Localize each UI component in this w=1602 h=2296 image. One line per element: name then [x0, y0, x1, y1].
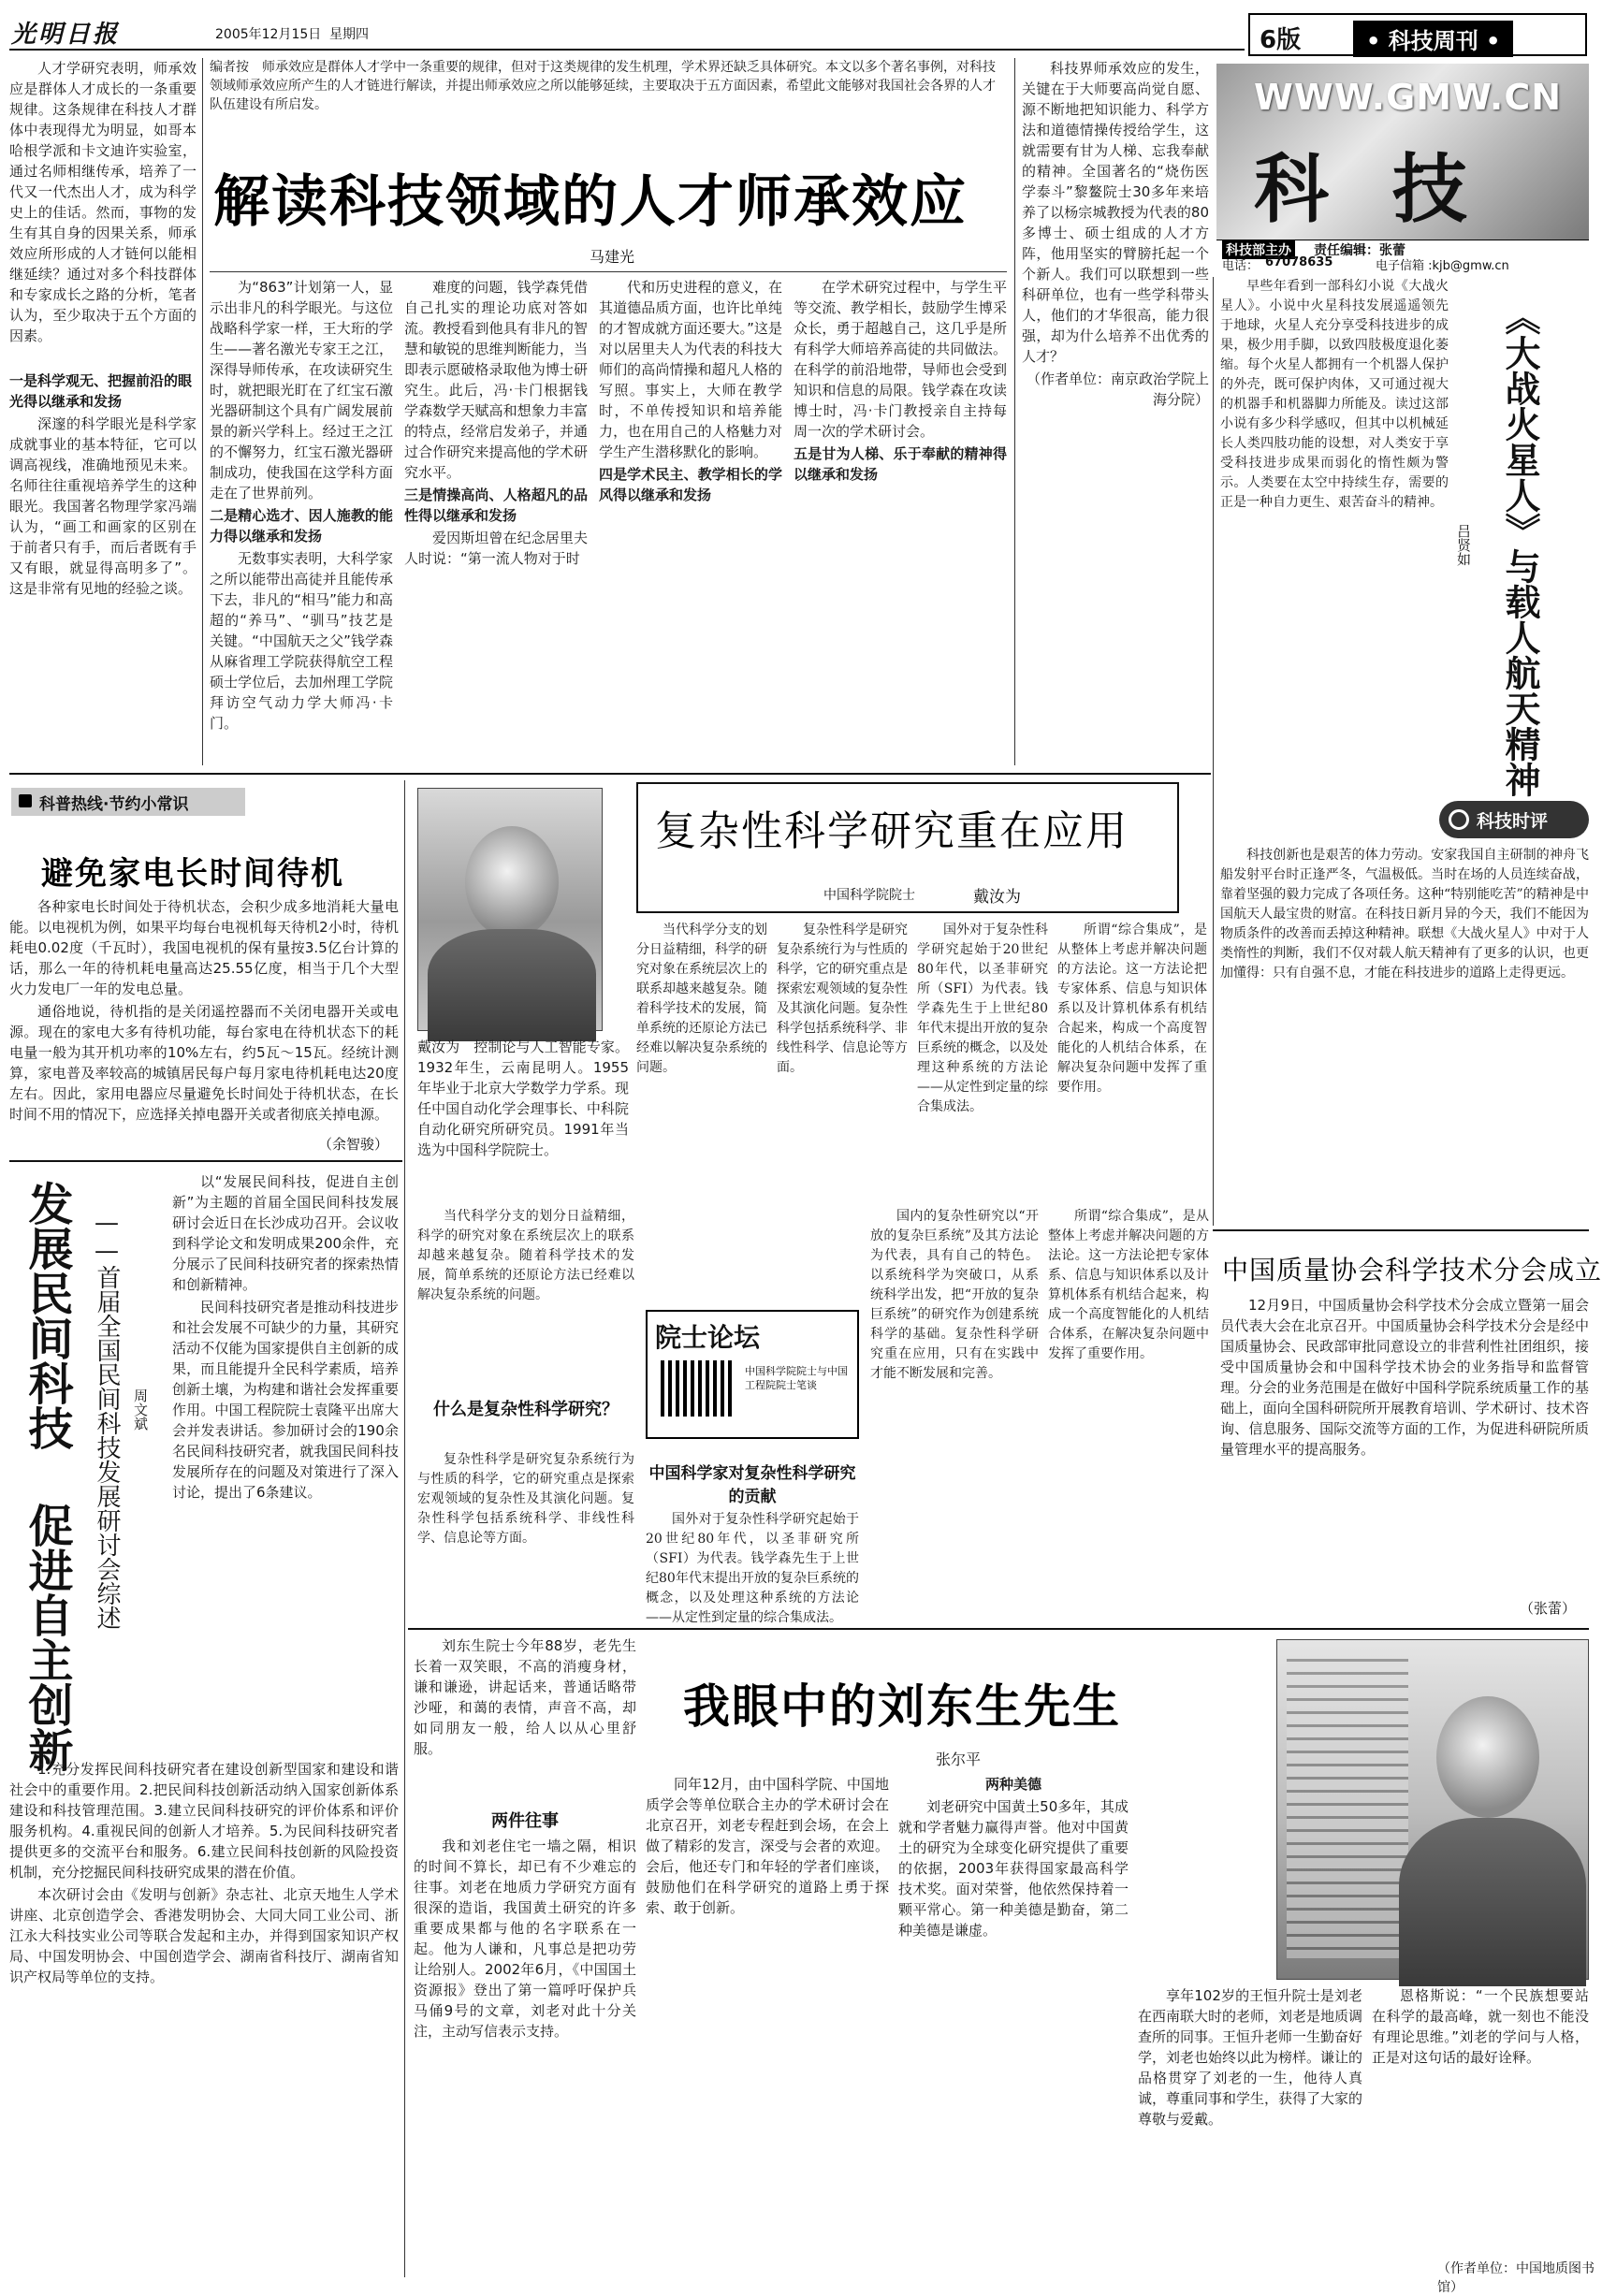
section-title: 科 技 [1254, 146, 1486, 233]
memoir-intro [414, 1635, 636, 1802]
complex-subhead-1: 什么是复杂性科学研究？ [433, 1400, 619, 1419]
memoir-col-e [1372, 1985, 1589, 2253]
complex-col-f [646, 1510, 859, 1625]
memoir-col-d [1138, 1985, 1362, 2279]
tips-body2-text: 通俗地说，待机指的是关闭遥控器而不关闭电器开关或电源。现在的家电大多有待机功能，每台家电在待机状态下的耗电量一般为其开机功率的10%左右，约5瓦～15瓦。经统计测算，家电普及率较高的城镇居民每户每月家电待机耗电达20度左右。因此，家用电器应尽量避免长时间处于待机状态，在长时间不用的情况下，应选择关掉电器开关或者彻底关掉电源。 [9, 1003, 399, 1123]
complex-col-e1 [417, 1207, 634, 1357]
lead-col4 [599, 277, 782, 765]
commentary-tag [1439, 801, 1589, 838]
lead-col5-subhead: 五是甘为人梯、乐于奉献的精神得以继承和发扬 [794, 445, 1007, 483]
memoir-subhead-1: 两件往事 [491, 1811, 559, 1831]
forum-body4-text: 本次研讨会由《发明与创新》杂志社、北京天地生人学术讲座、北京创造学会、香港发明协会、大同大同工业公司、浙江永大科技实业公司等联合发起和主办，并得到国家知识产权局、中国发明协会、中国创造学会、湖南省科技厅、湖南省知识产权局等单位的支持。 [9, 1886, 399, 1985]
book-body-text: 早些年看到一部科幻小说《大战火星人》。小说中火星科技发展遥遥领先于地球，火星人充分享受科技进步的成果，极少用手脚，以致四肢极度退化萎缩。每个火星人都拥有一个机器人保护的外壳，既可保护肉体，又可通过视大的机器手和机器脚力所能及。读过这部小说有多少科学感叹，但其中以机械延长人类四肢功能的设想，对人类安于享受科技进步成果而弱化的惰性颇为警示。人类要在太空中持续生存，需要的正是一种自力更生、艰苦奋斗的精神。 [1220, 279, 1449, 510]
lead-col1b [9, 414, 197, 765]
website-url[interactable]: WWW.GMW.CN [1254, 77, 1563, 118]
memoir-col-c [898, 1774, 1129, 2279]
portrait-caption-text: 戴汝为 控制论与人工智能专家。1932年生，云南昆明人。1955年毕业于北京大学数学力学系。现任中国自动化学会理事长、中科院自动化研究所研究员。1991年当选为中国科学院院士。 [417, 1039, 629, 1158]
memoir-col-a [414, 1836, 636, 2279]
complex-author-label: 中国科学院院士 [823, 888, 915, 903]
commentary-tag-label: 科技时评 [1477, 811, 1549, 832]
complex-col-a-text: 当代科学分支的划分日益精细，科学的研究对象在系统层次上的联系却越来越复杂。随着科学技术的发展，简单系统的还原论方法已经难以解决复杂系统的问题。 [636, 923, 767, 1075]
lead-col6-text: 科技界师承效应的发生，关键在于大师要高尚觉自愿、源不断地把知识能力、科学方法和道德情操传授给学生，这就需要有甘为人梯、忘我奉献的精神。全国著名的“烧伤医学泰斗”黎鳌院士30多年来培养了以杨宗城教授为代表的80多博士、硕士组成的人才方阵，他用坚实的臂膀托起一个个新人。我们可以联想到一些科研单位，也有一些学科带头人，他们的才华很高，能力很强，却为什么培养不出优秀的人才？ [1022, 60, 1209, 365]
memoir-col-c-head: 两种美德 [984, 1776, 1041, 1793]
complex-subhead-2: 中国科学家对复杂性科学研究的贡献 [648, 1464, 856, 1506]
forum-logo-icon [661, 1360, 735, 1417]
phone-label: 电话： [1222, 259, 1260, 273]
book-body-2 [1220, 846, 1589, 1226]
memoir-col-c-text: 刘老研究中国黄土50多年，其成就和学者魅力赢得声誉。他对中国黄土的研究为全球变化研究提供了重要的依据，2003年获得国家最高科学技术奖。面对荣誉，他依然保持着一颗平常心。第一种美德是勤奋，第二种美德是谦虚。 [898, 1798, 1129, 1939]
forum-logo [646, 1310, 859, 1439]
page-number-tab [1248, 13, 1587, 56]
complex-col-d [1057, 921, 1207, 1183]
quality-title: 中国质量协会科学技术分会成立 [1222, 1255, 1602, 1286]
complex-col-h-text: 所谓“综合集成”，是从整体上考虑并解决问题的方法论。这一方法论把专家体系、信息与知识体系以及计算机体系有机结合起来，构成一个高度智能化的人机结合体系，在解决复杂问题中发挥了重要作用。 [1048, 1209, 1209, 1361]
forum-logo-note: 中国科学院院士与中国工程院院士笔谈 [745, 1365, 848, 1391]
forum-body3-text: 1.充分发挥民间科技研究者在建设创新型国家和建设和谐社会中的重要作用。2.把民间科技创新活动纳入国家创新体系建设和科技管理范围。3.建立民间科技研究的评价体系和评价服务机构。4.重视民间的创新人才培养。5.为民间科技研究者提供更多的交流平台和服务。6.建立民间科技创新的风险投资机制，充分挖掘民间科技研究成果的潜在价值。 [9, 1761, 399, 1881]
quality-body [1220, 1295, 1589, 1594]
academician-portrait [417, 788, 603, 1031]
issue-date: 2005年12月15日 [215, 27, 322, 42]
editor-note-text: 编者按 师承效应是群体人才学中一条重要的规律，但对于这类规律的发生机理，学术界还缺乏具体研究。本文以多个著名事例，对科技领域师承效应所产生的人才链进行解读，并提出师承效应之所以能够延续，主要取决于五方面因素，希望此文能够对我国社会各界的人才队伍建设有所启发。 [210, 60, 996, 112]
lead-col5-text: 在学术研究过程中，与学生平等交流、教学相长，鼓励学生博采众长，勇于超越自己，这几乎是所有科学大师培养高徒的共同做法。在科学的前沿地带，导师也会受到知识和信息的局限。钱学森在攻读博士时，冯·卡门教授亲自主持每周一次的学术研讨会。 [794, 279, 1007, 440]
lead-col2-subhead: 二是精心选才、因人施教的能力得以继承和发扬 [210, 507, 393, 545]
tips-body [9, 896, 399, 1132]
lead-col3 [404, 277, 588, 765]
memoir-col-b [646, 1774, 889, 2279]
forum-body2-text: 民间科技研究者是推动科技进步和社会发展不可缺少的力量，其研究活动不仅能为国家提供自主创新的成果，而且能提升全民科学素质，培养创新土壤，为构建和谐社会发挥重要作用。中国工程院院士袁隆平出席大会并发表讲话。参加研讨会的190余名民间科技研究者，就我国民间科技发展所存在的问题及对策进行了深入讨论，提出了6条建议。 [172, 1299, 399, 1501]
lead-title: 解读科技领域的人才师承效应 [213, 169, 968, 235]
forum-title: 发展民间科技 促进自主创新 [21, 1181, 73, 1772]
issue-weekday: 星期四 [329, 27, 369, 42]
sponsor-label: 科技部主办 [1222, 240, 1295, 259]
lead-col1-subhead: 一是科学观无、把握前沿的眼光得以继承和发扬 [9, 372, 193, 410]
lead-col1 [9, 58, 197, 367]
editor-label: 责任编辑：张蕾 [1314, 243, 1405, 258]
complex-col-c [917, 921, 1048, 1183]
tips-header-icon [19, 794, 32, 807]
newspaper-logo: 光明日报 [11, 21, 121, 49]
lead-col1-text: 人才学研究表明，师承效应是群体人才成长的一条重要规律。这条规律在科技人才群体中表现得尤为明显，如哥本哈根学派和卡文迪许实验室，通过名师相继传承，培养了一代又一代杰出人才，成为科学史上的佳话。然而，事物的发生有其自身的因果关系，师承效应所形成的人才链何以能相继延续？通过对多个科技群体和专家成长之路的分析，笔者认为，至少取决于五个方面的因素。 [9, 60, 197, 344]
complex-col-g-text: 国内的复杂性研究以“开放的复杂巨系统”及其方法论为代表，具有自己的特色。以系统科学为突破口，从系统科学出发，把“开放的复杂巨系统”的研究作为创建系统科学的基础。复杂性科学研究重在应用，只有在实践中才能不断发展和完善。 [870, 1209, 1039, 1381]
memoir-col-a-text: 我和刘老住宅一墙之隔，相识的时间不算长，却已有不少难忘的往事。刘老在地质力学研究方面有很深的造诣，我国黄土研究的许多重要成果都与他的名字联系在一起。他为人谦和，凡事总是把功劳让给别人。2002年6月，《中国国土资源报》登出了第一篇呼吁保护兵马俑9号的文章，刘老对此十分关注，主动写信表示支持。 [414, 1838, 636, 2040]
quality-body-text: 12月9日，中国质量协会科学技术分会成立暨第一届会员代表大会在北京召开。中国质量协会科学技术分会是经中国质量协会、民政部审批同意设立的非营利性社团组织，接受中国质量协会和中国科学技术协会的业务指导和监督管理。分会的业务范围是在做好中国科学院系统质量工作的基础上，面向全国科研院所开展教育培训、学术研讨、技术咨询、信息服务、国际交流等方面的工作，为促进科研院所质量管理水平的提高服务。 [1220, 1297, 1589, 1458]
tips-header [11, 788, 245, 816]
complex-col-e1-text: 当代科学分支的划分日益精细，科学的研究对象在系统层次上的联系却越来越复杂。随着科学技术的发展，简单系统的还原论方法已经难以解决复杂系统的问题。 [417, 1209, 634, 1302]
memoir-title: 我眼中的刘东生先生 [683, 1679, 1121, 1734]
lead-col2b-text: 无数事实表明，大科学家之所以能带出高徒并且能传承下去，非凡的“相马”能力和高超的“养马”、“驯马”技艺是关键。“中国航天之父”钱学森从麻省理工学院获得航空工程硕士学位后，去加州理工学院拜访空气动力学大师冯·卡门。 [210, 550, 393, 732]
complex-col-f-text: 国外对于复杂性科学研究起始于20世纪80年代，以圣菲研究所（SFI）为代表。钱学森先生于上世纪80年代末提出开放的复杂巨系统的概念，以及处理这种系统的方法论——从定性到定量的综合集成法。 [646, 1512, 859, 1625]
tips-body-text: 各种家电长时间处于待机状态，会积少成多地消耗大量电能。以电视机为例，如果平均每台电视机每天待机2小时，待机耗电0.02度（千瓦时），我国电视机的保有量按3.5亿台计算的话，那么一年的待机耗电量高达25.55亿度，相当于几个大型火力发电厂一年的发电总量。 [9, 898, 399, 997]
memoir-intro-text: 刘东生院士今年88岁，老先生长着一双笑眼，不高的消瘦身材，谦和谦逊，讲起话来，普通话略带沙哑，和蔼的表情，声音不高，却如同朋友一般，给人以从心里舒服。 [414, 1637, 636, 1757]
complex-col-c-text: 国外对于复杂性科学研究起始于20世纪80年代，以圣菲研究所（SFI）为代表。钱学森先生于上世纪80年代末提出开放的复杂巨系统的概念，以及处理这种系统的方法论——从定性到定量的综合集成法。 [917, 923, 1048, 1114]
tips-title: 避免家电长时间待机 [41, 855, 344, 893]
lead-col4-text: 代和历史进程的意义，在其道德品质方面，也许比单纯的才智成就方面还要大。”这是对以居里夫人为代表的科技大师们的高尚情操和超凡人格的写照。事实上，大师在教学时，不单传授知识和培养能力，也在用自己的人格魅力对学生产生潜移默化的影响。 [599, 279, 782, 460]
lead-col6 [1022, 58, 1209, 765]
email-label[interactable]: 电子信箱 :kjb@gmw.cn [1376, 259, 1509, 273]
lead-col3-text: 难度的问题，钱学森凭借自己扎实的理论功底对答如流。教授看到他具有非凡的智慧和敏锐的思维判断能力，当即表示愿破格录取他为博士研究生。此后，冯·卡门根据钱学森数学天赋高和想象力丰富的特点，经常启发弟子，并通过合作研究来提高他的学术研究水平。 [404, 279, 588, 481]
memoir-col-d-text: 享年102岁的王恒升院士是刘老在西南联大时的老师，刘老是地质调查所的同事。王恒升老师一生勤奋好学，刘老也始终以此为榜样。谦让的品格贯穿了刘老的一生，他待人真诚，尊重同事和学生，获得了大家的尊敬与爱戴。 [1138, 1987, 1363, 2128]
lead-col6-author: （作者单位：南京政治学院上海分院） [1026, 371, 1209, 408]
lead-author: 马建光 [590, 248, 635, 266]
complex-col-e2-text: 复杂性科学是研究复杂系统行为与性质的科学，它的研究重点是探索宏观领域的复杂性及其演化问题。复杂性科学包括系统科学、非线性科学、信息论等方面。 [417, 1452, 634, 1546]
complex-col-b [777, 921, 908, 1183]
commentary-icon [1449, 809, 1469, 830]
complex-col-h [1048, 1207, 1209, 1619]
book-title: 《大战火星人》与载人航天精神 [1499, 299, 1541, 797]
masthead-rule [9, 49, 1245, 51]
complex-col-g [870, 1207, 1039, 1619]
forum-logo-title: 院士论坛 [655, 1322, 761, 1353]
forum-author: 周文斌 [132, 1388, 149, 1431]
lead-col2-text: 为“863”计划第一人，显示出非凡的科学眼光。与这位战略科学家一样，王大珩的学生——著名激光专家王之江，深得导师传承，在攻读研究生时，就把眼光盯在了红宝石激光器研制这个具有广阔发展前景的新兴学科上。经过王之江的不懈努力，红宝石激光器研制成功，使我国在这学科方面走在了世界前列。 [210, 279, 393, 501]
memoir-col-b-text: 同年12月，由中国科学院、中国地质学会等单位联合主办的学术研讨会在北京召开，刘老专程赶到会场，在会上做了精彩的发言，深受与会者的欢迎。会后，他还专门和年轻的学者们座谈，鼓励他们在科学研究的道路上勇于探索、敢于创新。 [646, 1776, 889, 1916]
forum-body [172, 1171, 399, 1751]
lead-col2 [210, 277, 393, 765]
book-body2-text: 科技创新也是艰苦的体力劳动。安家我国自主研制的神舟飞船发射平台时正逢严冬，气温极低。当时在场的人员连续奋战，靠着坚强的毅力完成了各项任务。这种“特别能吃苦”的精神是中国航天人最宝贵的财富。在科技日新月异的今天，我们不能因为物质条件的改善而丢掉这种精神。联想《大战火星人》中对于人类惰性的判断，我们不仅对载人航天精神有了更多的认识，也更加懂得：只有自强不息，才能在科技进步的道路上走得更远。 [1220, 848, 1589, 981]
complex-col-d-text: 所谓“综合集成”，是从整体上考虑并解决问题的方法论。这一方法论把专家体系、信息与知识体系以及计算机体系有机结合起来，构成一个高度智能化的人机结合体系，在解决复杂问题中发挥了重要作用。 [1057, 923, 1207, 1095]
lead-col1b-text: 深邃的科学眼光是科学家成就事业的基本特征，它可以调高视线，准确地预见未来。名师往往重视培养学生的这种眼光。我国著名物理学家冯端认为，“画工和画家的区别在于前者只有手，而后者既有手又有眼，就显得高明多了”。这是非常有见地的经验之谈。 [9, 415, 197, 597]
memoir-author-note: （作者单位：中国地质图书馆） [1437, 2261, 1595, 2295]
lead-col3-subhead: 三是情操高尚、人格超凡的品性得以继承和发扬 [404, 487, 588, 524]
editor-note [210, 58, 1007, 135]
phone-number: 67078635 [1265, 255, 1333, 269]
section-name: • 科技周刊 • [1353, 21, 1513, 57]
tips-header-label: 科普热线·节约小常识 [39, 795, 189, 814]
liu-dongsheng-photo [1276, 1639, 1589, 1980]
forum-body-lower [9, 1759, 399, 2279]
portrait-caption [417, 1037, 629, 1196]
forum-subtitle: ——首届全国民间科技发展研讨会综述 [93, 1209, 121, 1630]
complex-author: 戴汝为 [973, 888, 1021, 907]
lead-col5 [794, 277, 1007, 765]
memoir-col-e-text: 恩格斯说：“一个民族想要站在科学的最高峰，就一刻也不能没有理论思维。”刘老的学问与人格，正是对这句话的最好诠释。 [1372, 1987, 1589, 2066]
complex-col-e2 [417, 1450, 634, 1619]
complex-col-a [636, 921, 767, 1183]
tips-author: （余智骏） [318, 1136, 389, 1153]
memoir-author: 张尔平 [936, 1751, 982, 1768]
lead-col3b-text: 爱因斯坦曾在纪念居里夫人时说：“第一流人物对于时 [404, 530, 588, 567]
complex-col-b-text: 复杂性科学是研究复杂系统行为与性质的科学，它的研究重点是探索宏观领域的复杂性及其演化问题。复杂性科学包括系统科学、非线性科学、信息论等方面。 [777, 923, 908, 1075]
quality-author: （张蕾） [1520, 1600, 1577, 1617]
complex-title: 复杂性科学研究重在应用 [655, 807, 1129, 855]
page-number: 6版 [1260, 26, 1302, 54]
lead-col4-subhead: 四是学术民主、教学相长的学风得以继承和发扬 [599, 466, 782, 503]
section-banner [1216, 64, 1589, 273]
forum-body-text: 以“发展民间科技，促进自主创新”为主题的首届全国民间科技发展研讨会近日在长沙成功召开。会议收到科学论文和发明成果200余件，充分展示了民间科技研究者的探索热情和创新精神。 [172, 1173, 399, 1293]
book-body [1220, 277, 1449, 795]
book-author: 吕贤如 [1455, 524, 1472, 566]
